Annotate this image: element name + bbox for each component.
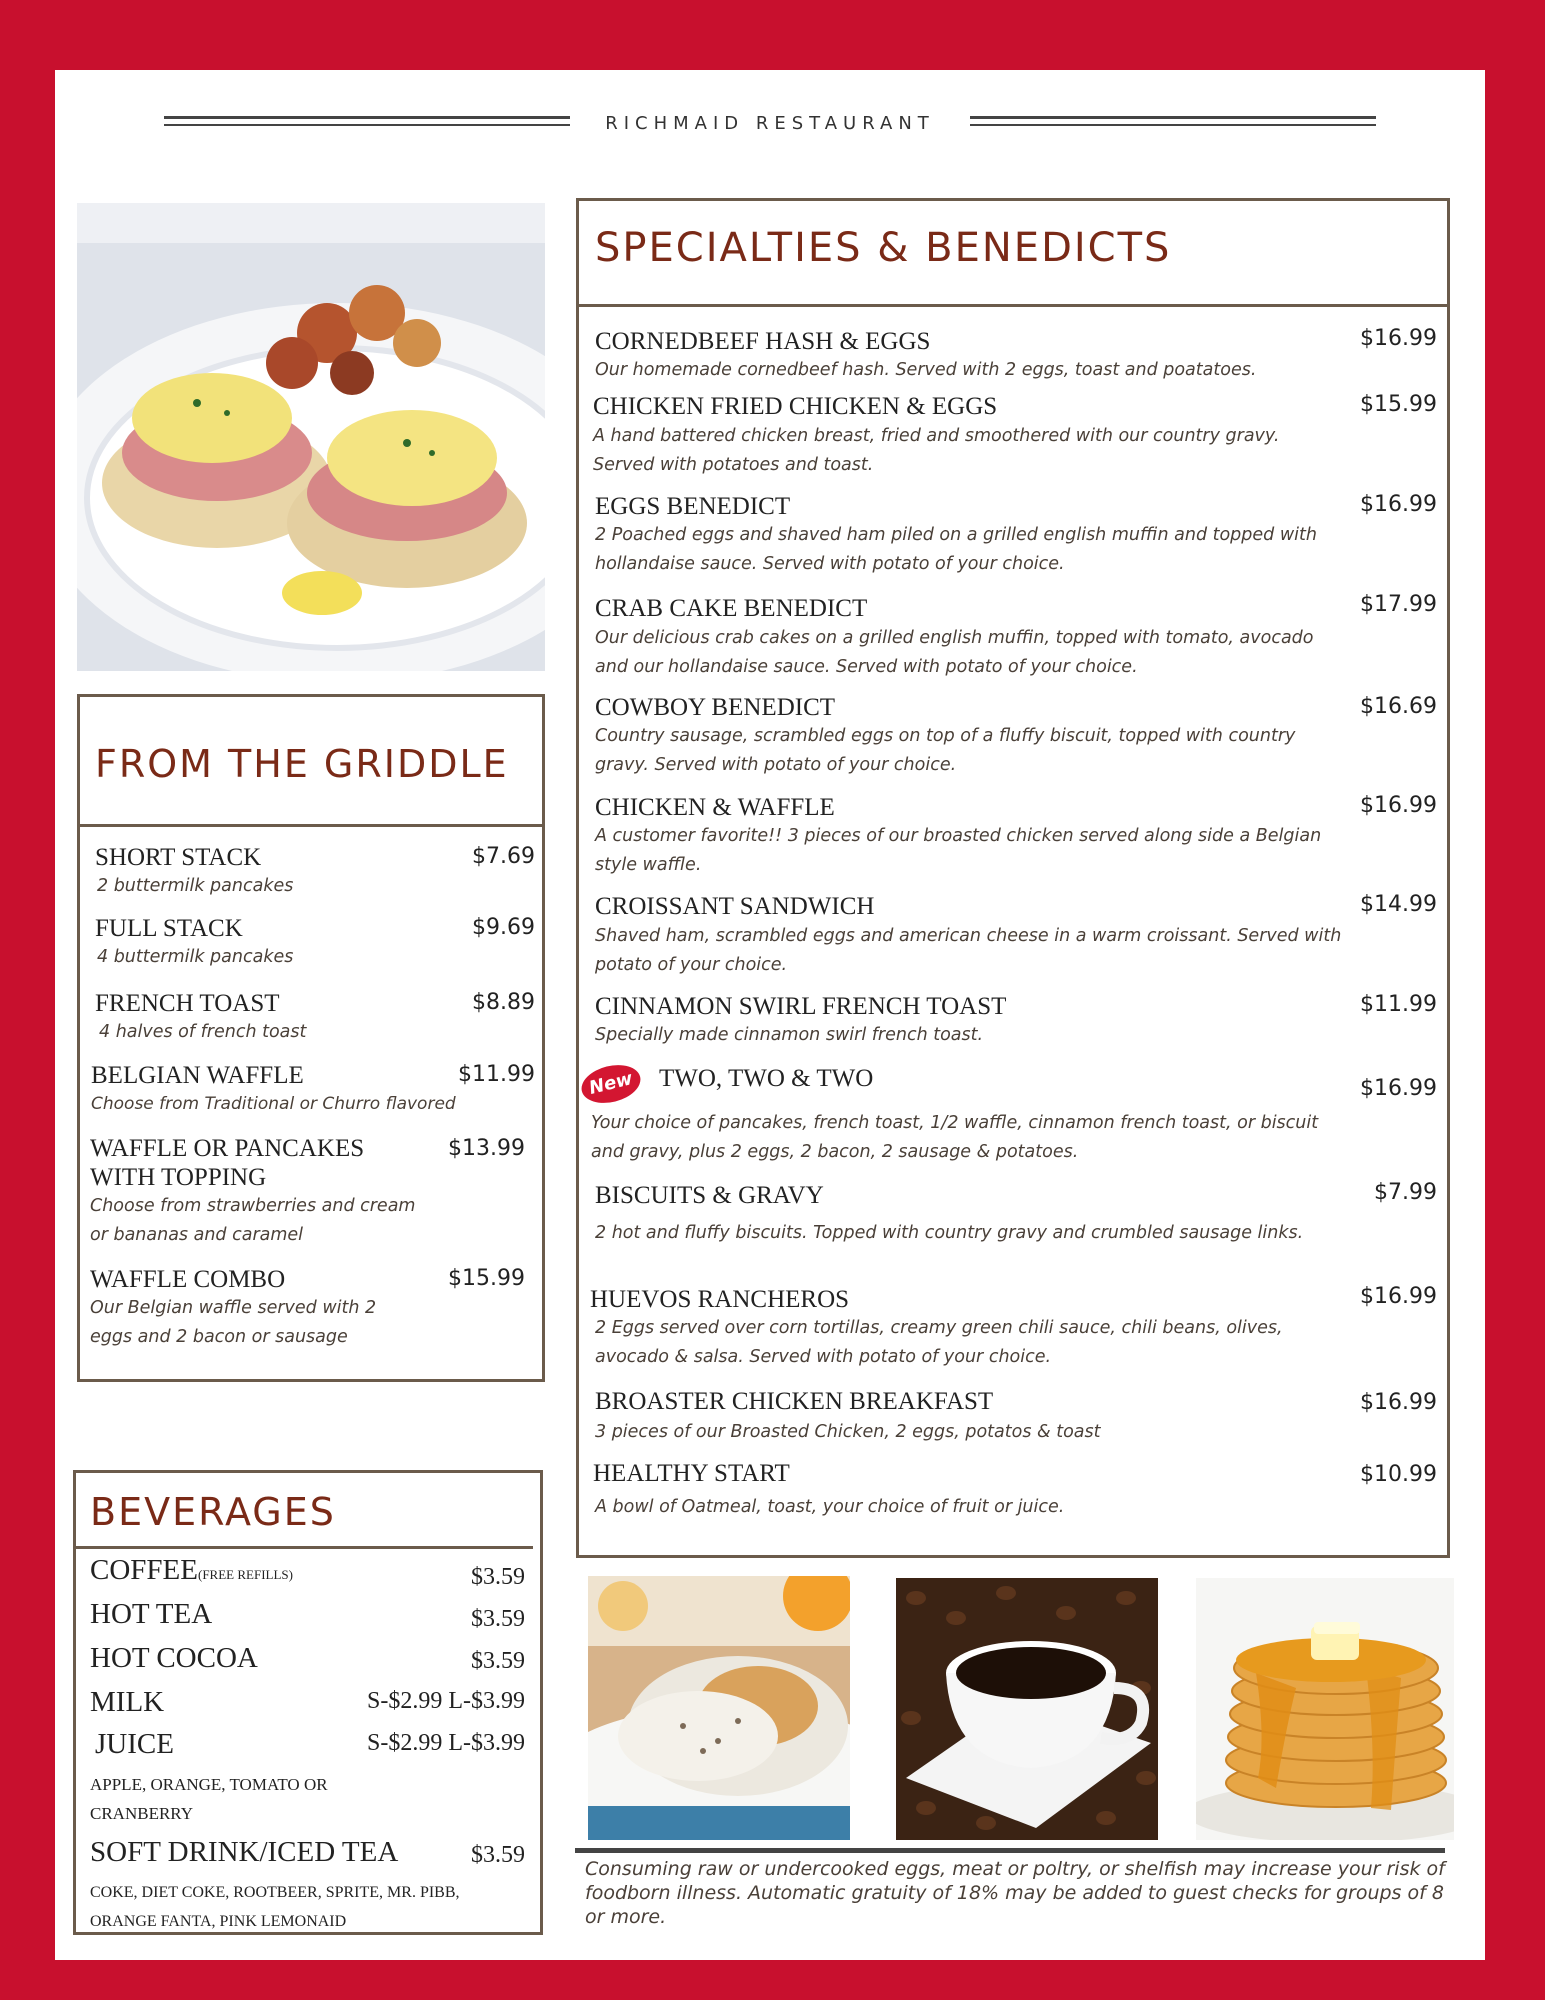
- beverage-name: COFFEE(FREE REFILLS): [90, 1554, 293, 1586]
- specialty-item-desc: A customer favorite!! 3 pieces of our broasted chicken served along side a Belgian style waffle.: [595, 826, 1322, 875]
- specialties-title-rule: [576, 304, 1450, 307]
- beverage-note: (FREE REFILLS): [197, 1567, 293, 1582]
- beverage-name: MILK: [90, 1686, 165, 1718]
- specialty-item-desc: 2 hot and fluffy biscuits. Topped with country gravy and crumbled sausage links.: [595, 1223, 1304, 1243]
- specialty-item-name: HEALTHY START: [593, 1460, 790, 1487]
- new-badge: New: [578, 1059, 645, 1108]
- griddle-item-price: $9.69: [472, 915, 535, 940]
- griddle-item-name: FULL STACK: [95, 915, 243, 942]
- beverage-name: HOT COCOA: [90, 1642, 258, 1674]
- griddle-item-desc: 4 buttermilk pancakes: [97, 947, 294, 967]
- specialty-item-name: CORNEDBEEF HASH & EGGS: [595, 328, 931, 355]
- specialty-item-name: CHICKEN & WAFFLE: [595, 794, 835, 821]
- specialty-item-desc: Shaved ham, scrambled eggs and american cheese in a warm croissant. Served with potato of your choice.: [595, 926, 1342, 975]
- pancakes-photo: [1196, 1578, 1454, 1840]
- specialty-item-price: $14.99: [1360, 892, 1437, 917]
- specialty-item-desc: 2 Poached eggs and shaved ham piled on a grilled english muffin and topped with hollandaise sauce. Served with potato of your choice.: [595, 525, 1317, 574]
- griddle-item-price: $7.69: [472, 844, 535, 869]
- beverage-name: JUICE: [95, 1728, 174, 1760]
- beverage-price: S-$2.99 L-$3.99: [367, 1688, 525, 1714]
- beverage-name: SOFT DRINK/ICED TEA: [90, 1836, 399, 1868]
- griddle-title-rule: [77, 824, 545, 827]
- specialty-item-name: EGGS BENEDICT: [595, 493, 791, 520]
- griddle-item-name: FRENCH TOAST: [95, 990, 280, 1017]
- griddle-item-desc: Our Belgian waffle served with 2 eggs and 2 bacon or sausage: [90, 1298, 377, 1347]
- specialty-item-name: BROASTER CHICKEN BREAKFAST: [595, 1388, 994, 1415]
- specialty-item-desc: A bowl of Oatmeal, toast, your choice of fruit or juice.: [595, 1497, 1065, 1517]
- specialty-item-name: COWBOY BENEDICT: [595, 694, 836, 721]
- disclaimer-text: Consuming raw or undercooked eggs, meat or poltry, or shelfish may increase your risk of foodborn illness. Automatic gratuity of 18% may be added to guest checks for groups of 8 or more.: [585, 1858, 1445, 1928]
- griddle-item-desc: Choose from strawberries and cream or bananas and caramel: [90, 1196, 416, 1245]
- beverage-price: $3.59: [471, 1648, 525, 1674]
- beverages-title-rule: [73, 1546, 533, 1549]
- biscuits-gravy-photo: [588, 1576, 850, 1840]
- specialty-item-desc: 3 pieces of our Broasted Chicken, 2 eggs, potatos & toast: [595, 1422, 1101, 1442]
- specialty-item-price: $16.99: [1360, 326, 1437, 351]
- griddle-item-name: BELGIAN WAFFLE: [91, 1062, 304, 1089]
- specialty-item-desc: 2 Eggs served over corn tortillas, creamy green chili sauce, chili beans, olives, avocado & salsa. Served with potato of your choice.: [595, 1318, 1283, 1367]
- specialty-item-desc: Our delicious crab cakes on a grilled english muffin, topped with tomato, avocado and our hollandaise sauce. Served with potato of your choice.: [595, 628, 1314, 677]
- specialty-item-price: $7.99: [1374, 1180, 1437, 1205]
- specialty-item-desc: Specially made cinnamon swirl french toast.: [595, 1025, 984, 1045]
- specialty-item-price: $17.99: [1360, 592, 1437, 617]
- specialty-item-name: CINNAMON SWIRL FRENCH TOAST: [595, 993, 1007, 1020]
- specialty-item-price: $16.99: [1360, 492, 1437, 517]
- griddle-item-price: $13.99: [448, 1136, 525, 1161]
- beverage-sub: APPLE, ORANGE, TOMATO OR CRANBERRY: [90, 1775, 328, 1823]
- beverage-price: $3.59: [471, 1606, 525, 1632]
- griddle-title: FROM THE GRIDDLE: [95, 742, 509, 786]
- griddle-item-desc: 4 halves of french toast: [99, 1022, 307, 1042]
- specialties-title: SPECIALTIES & BENEDICTS: [595, 225, 1172, 271]
- griddle-item-price: $8.89: [472, 990, 535, 1015]
- griddle-item-price: $15.99: [448, 1266, 525, 1291]
- restaurant-name: RICHMAID RESTAURANT: [605, 113, 935, 134]
- specialty-item-price: $15.99: [1360, 392, 1437, 417]
- griddle-item-name: SHORT STACK: [95, 844, 262, 871]
- specialty-item-price: $10.99: [1360, 1462, 1437, 1487]
- beverage-price: $3.59: [471, 1564, 525, 1590]
- specialty-item-desc: A hand battered chicken breast, fried and smoothered with our country gravy. Served with potatoes and toast.: [593, 426, 1280, 475]
- specialty-item-name: TWO, TWO & TWO: [659, 1065, 874, 1092]
- coffee-cup-photo: [896, 1578, 1158, 1840]
- griddle-item-name: WAFFLE OR PANCAKES WITH TOPPING: [90, 1135, 365, 1191]
- specialty-item-desc: Your choice of pancakes, french toast, 1/2 waffle, cinnamon french toast, or biscuit and gravy, plus 2 eggs, 2 bacon, 2 sausage & potatoes.: [591, 1113, 1319, 1162]
- beverage-price: $3.59: [471, 1842, 525, 1868]
- specialty-item-price: $16.69: [1360, 694, 1437, 719]
- griddle-item-desc: Choose from Traditional or Churro flavored: [91, 1094, 456, 1114]
- specialty-item-name: CHICKEN FRIED CHICKEN & EGGS: [593, 393, 998, 420]
- specialty-item-price: $11.99: [1360, 992, 1437, 1017]
- specialty-item-price: $16.99: [1360, 1390, 1437, 1415]
- specialty-item-desc: Country sausage, scrambled eggs on top of a fluffy biscuit, topped with country gravy. Served with potato of your choice.: [595, 726, 1296, 775]
- specialty-item-price: $16.99: [1360, 1076, 1437, 1101]
- specialty-item-desc: Our homemade cornedbeef hash. Served with 2 eggs, toast and poatatoes.: [595, 360, 1257, 380]
- specialty-item-name: HUEVOS RANCHEROS: [590, 1286, 850, 1313]
- beverage-name: HOT TEA: [90, 1598, 213, 1630]
- specialty-item-name: BISCUITS & GRAVY: [595, 1182, 824, 1209]
- beverages-title: BEVERAGES: [90, 1490, 336, 1534]
- griddle-item-desc: 2 buttermilk pancakes: [97, 876, 294, 896]
- menu-page: [55, 70, 1485, 1960]
- specialty-item-price: $16.99: [1360, 1284, 1437, 1309]
- specialty-item-name: CRAB CAKE BENEDICT: [595, 595, 868, 622]
- specialty-item-name: CROISSANT SANDWICH: [595, 893, 875, 920]
- eggs-benedict-photo: [77, 203, 545, 671]
- beverage-sub: COKE, DIET COKE, ROOTBEER, SPRITE, MR. PIBB, ORANGE FANTA, PINK LEMONAID: [90, 1884, 460, 1930]
- griddle-item-name: WAFFLE COMBO: [90, 1266, 286, 1293]
- beverage-price: S-$2.99 L-$3.99: [367, 1730, 525, 1756]
- griddle-item-price: $11.99: [458, 1062, 535, 1087]
- specialty-item-price: $16.99: [1360, 793, 1437, 818]
- disclaimer-rule: [575, 1848, 1445, 1853]
